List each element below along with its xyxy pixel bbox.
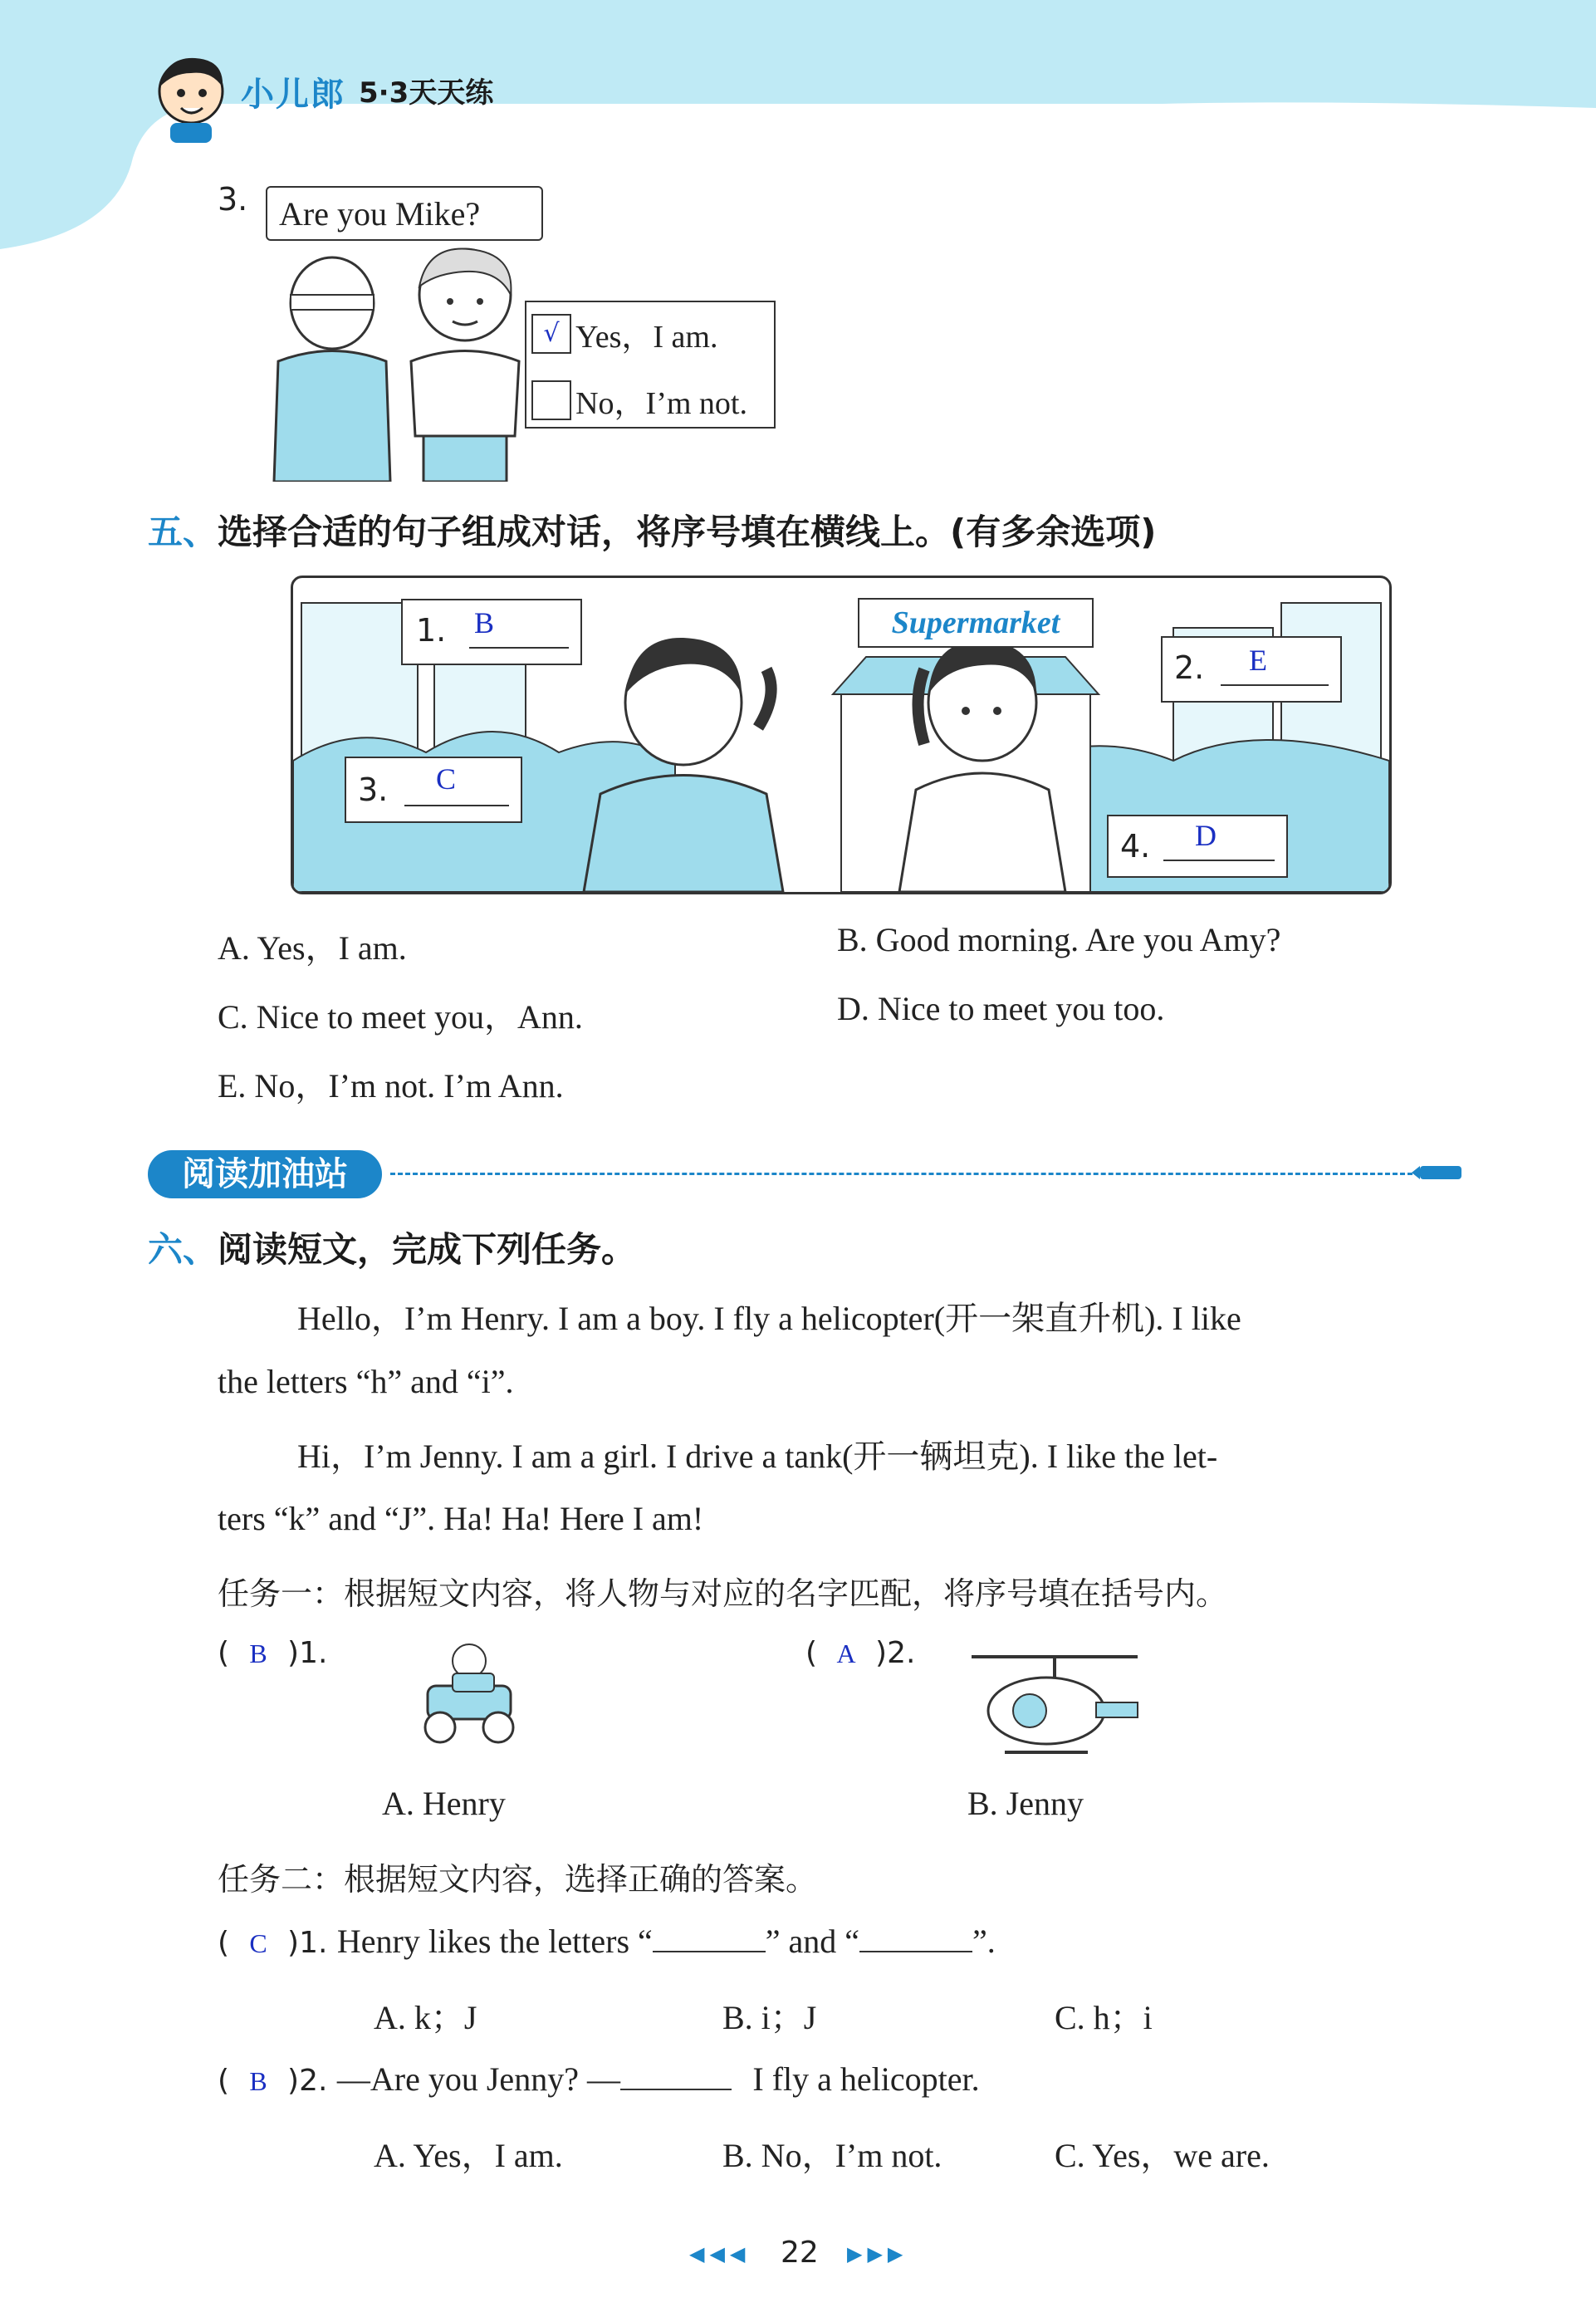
task-2-q1-blank-1[interactable] (653, 1951, 766, 1952)
task-2-question-1[interactable] (218, 1922, 996, 1961)
passage-paragraph-2-line-1: Hi，I’m Jenny. I am a girl. I drive a tank(开一辆坦克). I like the let- (297, 1438, 1218, 1475)
section-6-mark: 六、 (148, 1229, 218, 1270)
blank-2-answer: E (1249, 644, 1267, 677)
boys-illustration (266, 245, 540, 482)
option-no-label: No，I’m not. (575, 386, 747, 421)
task-1-title: 任务一：根据短文内容，将人物与对应的名字匹配，将序号填在括号内。 (218, 1577, 1228, 1612)
speech-bubble-question (266, 186, 543, 241)
task-2-q1-number: 1. (299, 1926, 328, 1960)
dialogue-blank-3[interactable] (345, 757, 522, 823)
task-1-item-1[interactable] (218, 1636, 327, 1670)
supermarket-sign (858, 598, 1094, 648)
option-d: D. Nice to meet you too. (837, 990, 1165, 1027)
series-title: 5·3天天练 (359, 76, 494, 110)
paren-open: ( (218, 1926, 230, 1960)
task-2-q1-option-c: C. h；i (1055, 1999, 1153, 2036)
passage-paragraph-1-line-1: Hello，I’m Henry. I am a boy. I fly a helicopter(开一架直升机). I like (297, 1300, 1241, 1337)
passage-paragraph-1-line-2: the letters “h” and “i”. (218, 1363, 514, 1400)
task-2-q2-option-a: A. Yes，I am. (374, 2137, 563, 2174)
task-2-q2-text-a: —Are you Jenny? — (336, 2060, 620, 2098)
task-1-item-2[interactable] (805, 1636, 915, 1670)
pen-icon (1412, 1163, 1465, 1183)
supermarket-sign-text: Supermarket (891, 605, 1060, 640)
task-1-item-2-answer: A (836, 1639, 856, 1668)
mascot-logo (149, 50, 233, 145)
passage-paragraph-2-line-2: ters “k” and “J”. Ha! Ha! Here I am! (218, 1500, 704, 1537)
question-number: 3. (218, 181, 248, 218)
task-2-q2-text-b: I fly a helicopter. (752, 2060, 980, 2098)
paren-open: ( (218, 1636, 230, 1670)
page-number: 22 (781, 2236, 819, 2270)
blank-1-number: 1. (416, 612, 447, 649)
task-1-name-b: B. Jenny (967, 1785, 1084, 1822)
section-5-mark: 五、 (148, 512, 218, 552)
option-yes-row[interactable] (531, 311, 717, 356)
option-b: B. Good morning. Are you Amy? (837, 921, 1281, 958)
blank-1-answer: B (474, 606, 495, 639)
task-1-item-1-answer: B (249, 1639, 267, 1668)
section-6-title-text: 阅读短文，完成下列任务。 (218, 1229, 637, 1270)
task-2-q2-option-c: C. Yes，we are. (1055, 2137, 1270, 2174)
supermarket-scene (291, 576, 1392, 894)
blank-1-line (469, 647, 569, 649)
answer-options-box (525, 301, 776, 429)
dialogue-blank-4[interactable] (1107, 815, 1288, 878)
option-e: E. No，I’m not. I’m Ann. (218, 1067, 564, 1105)
blank-3-line (404, 805, 509, 806)
paren-open: ( (218, 2064, 230, 2098)
paren-close: ) (287, 1926, 300, 1960)
section-6-title (148, 1222, 636, 1272)
task-1-name-a: A. Henry (382, 1785, 506, 1822)
task-2-q1-text-b: ” and “ (765, 1923, 860, 1960)
reading-divider (390, 1173, 1420, 1175)
option-yes-checkbox[interactable]: √ (531, 314, 571, 354)
dialogue-blank-2[interactable] (1161, 636, 1342, 703)
paren-close: ) (875, 1636, 888, 1670)
page-prev-arrows: ◀◀◀ (689, 2242, 751, 2266)
task-2-q2-blank[interactable] (620, 2089, 732, 2090)
task-2-q2-number: 2. (299, 2064, 328, 2098)
section-5-title (148, 505, 1156, 555)
task-2-q1-answer: C (249, 1928, 267, 1958)
blank-3-number: 3. (358, 772, 389, 808)
option-no-checkbox[interactable] (531, 380, 571, 420)
blank-4-answer: D (1195, 819, 1217, 852)
paren-open: ( (805, 1636, 818, 1670)
dialogue-blank-1[interactable] (401, 599, 582, 665)
blank-3-answer: C (436, 762, 457, 796)
question-text: Are you Mike? (279, 195, 481, 233)
task-2-title: 任务二：根据短文内容，选择正确的答案。 (218, 1863, 818, 1898)
task-1-item-2-number: 2. (887, 1636, 916, 1670)
blank-4-line (1163, 860, 1275, 861)
blank-2-line (1221, 684, 1329, 686)
blank-4-number: 4. (1120, 828, 1151, 865)
task-2-question-2[interactable] (218, 2060, 980, 2099)
task-2-q1-option-b: B. i；J (722, 1999, 817, 2036)
reading-station-label: 阅读加油站 (148, 1150, 382, 1198)
task-2-q1-text-c: ”. (972, 1923, 996, 1960)
task-1-item-1-number: 1. (299, 1636, 328, 1670)
option-yes-label: Yes，I am. (575, 320, 718, 355)
section-5-title-text: 选择合适的句子组成对话，将序号填在横线上。(有多余选项) (218, 512, 1157, 552)
paren-close: ) (287, 2064, 300, 2098)
task-2-q1-blank-2[interactable] (859, 1951, 972, 1952)
tank-picture (407, 1636, 531, 1761)
blank-2-number: 2. (1174, 649, 1205, 686)
brand-logo-text: 小儿郎 (241, 76, 345, 114)
option-no-row[interactable] (531, 377, 747, 423)
option-c: C. Nice to meet you，Ann. (218, 998, 583, 1036)
option-a: A. Yes，I am. (218, 929, 407, 967)
task-2-q2-option-b: B. No，I’m not. (722, 2137, 942, 2174)
task-2-q1-text-a: Henry likes the letters “ (336, 1923, 653, 1960)
helicopter-picture (963, 1640, 1146, 1765)
task-2-q1-option-a: A. k；J (374, 1999, 477, 2036)
task-2-q2-answer: B (249, 2066, 267, 2096)
page-next-arrows: ▶▶▶ (847, 2242, 908, 2266)
paren-close: ) (287, 1636, 300, 1670)
